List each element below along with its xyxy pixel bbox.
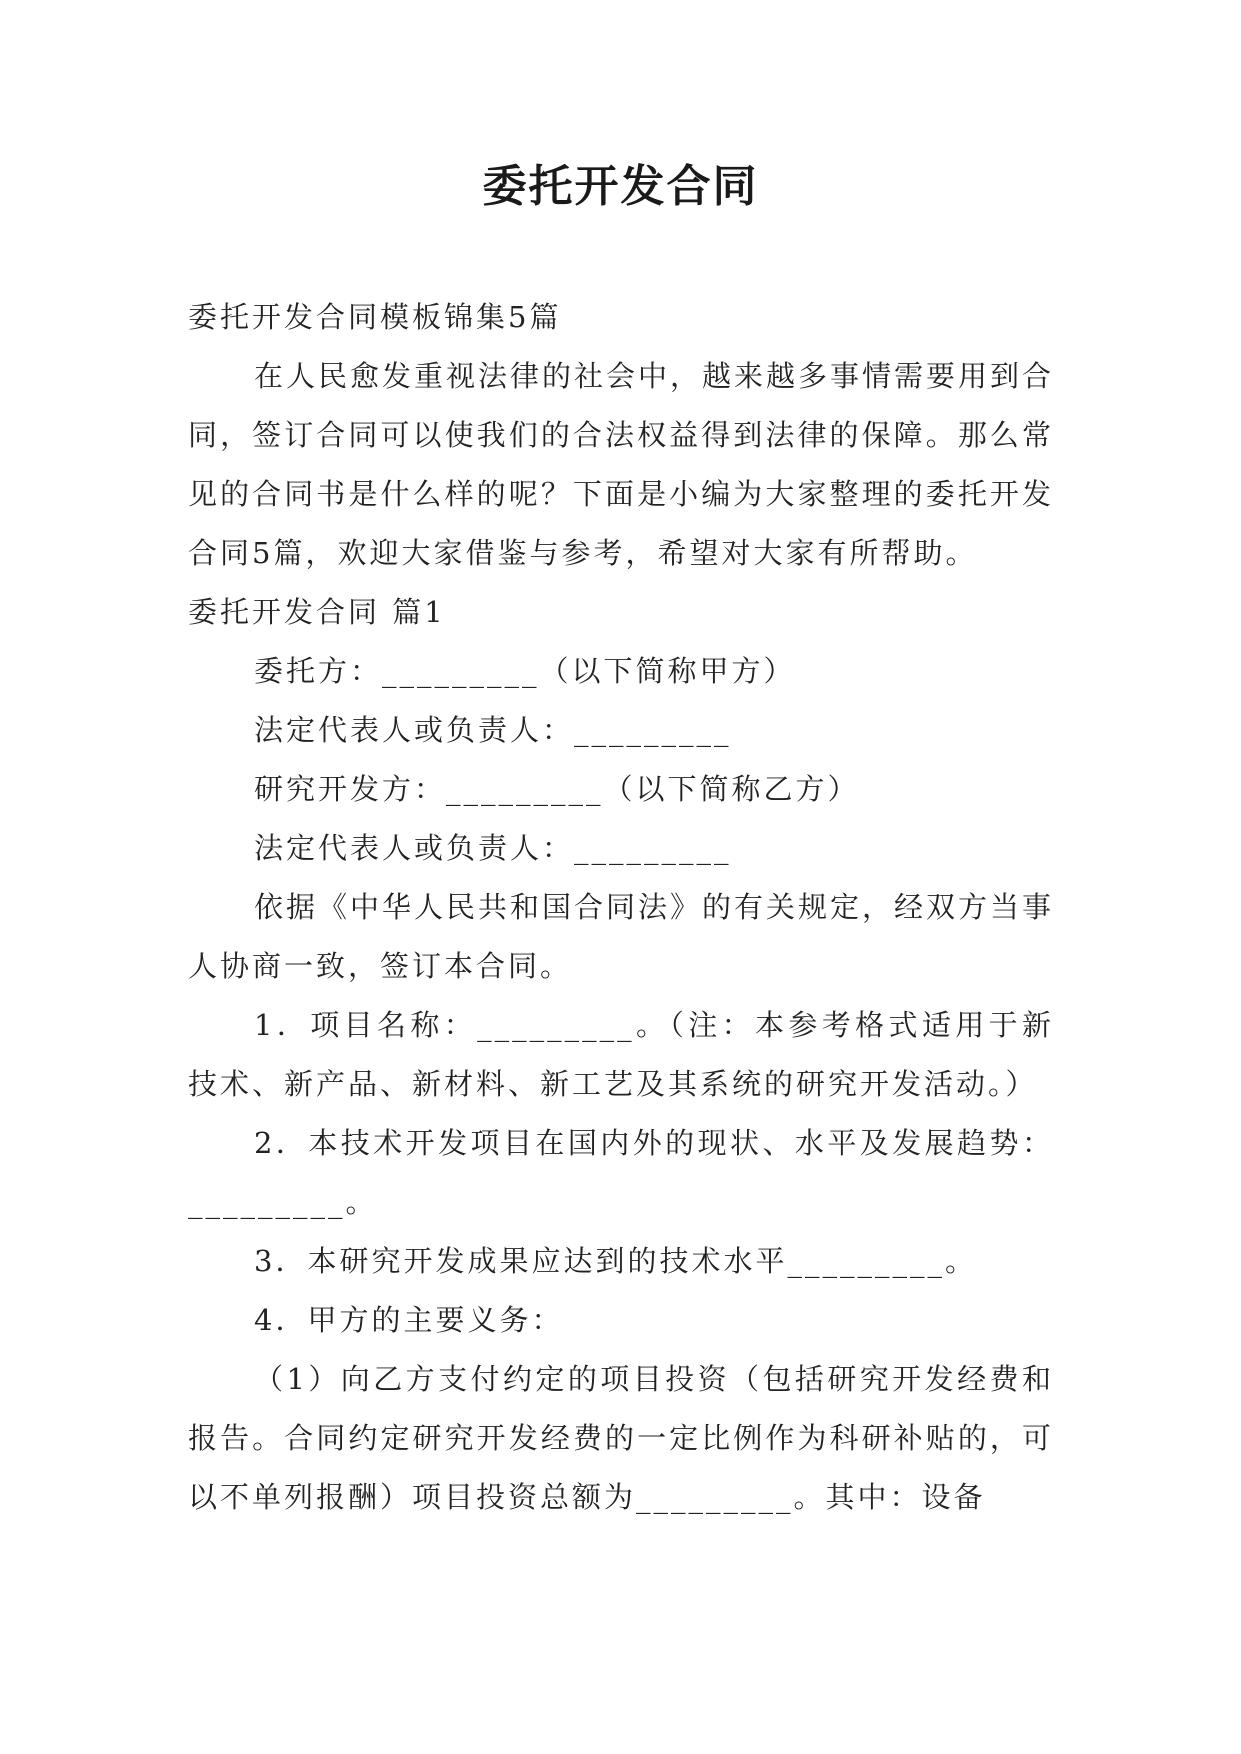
clause-4-1-investment: （1）向乙方支付约定的项目投资（包括研究开发经费和报告。合同约定研究开发经费的一定比例作为科研补贴的，可以不单列报酬）项目投资总额为_________。其中：设备: [188, 1362, 1054, 1514]
section-heading: 委托开发合同 篇1: [188, 595, 446, 629]
legal-basis-paragraph: 依据《中华人民共和国合同法》的有关规定，经双方当事人协商一致，签订本合同。: [188, 890, 1055, 983]
developer-representative-line: 法定代表人或负责人：_________: [254, 831, 732, 865]
subtitle-line: 委托开发合同模板锦集5篇: [188, 300, 562, 334]
document-title: 委托开发合同: [482, 161, 759, 212]
developer-party-line: 研究开发方：_________（以下简称乙方）: [254, 772, 860, 806]
document-body: [188, 288, 1054, 1527]
client-party-line: 委托方：_________（以下简称甲方）: [254, 654, 796, 688]
clause-4-client-obligations: 4．甲方的主要义务：: [254, 1303, 564, 1337]
clause-2-status-trend: 2．本技术开发项目在国内外的现状、水平及发展趋势：_________。: [188, 1126, 1054, 1219]
intro-paragraph: 在人民愈发重视法律的社会中，越来越多事情需要用到合同，签订合同可以使我们的合法权益得到法律的保障。那么常见的合同书是什么样的呢？下面是小编为大家整理的委托开发合同5篇，欢迎大家借鉴与参考，希望对大家有所帮助。: [188, 359, 1055, 570]
clause-3-technical-level: 3．本研究开发成果应达到的技术水平_________。: [254, 1244, 977, 1278]
client-representative-line: 法定代表人或负责人：_________: [254, 713, 732, 747]
clause-1-project-name: 1．项目名称：_________。（注：本参考格式适用于新技术、新产品、新材料、新工艺及其系统的研究开发活动。）: [188, 1008, 1054, 1101]
